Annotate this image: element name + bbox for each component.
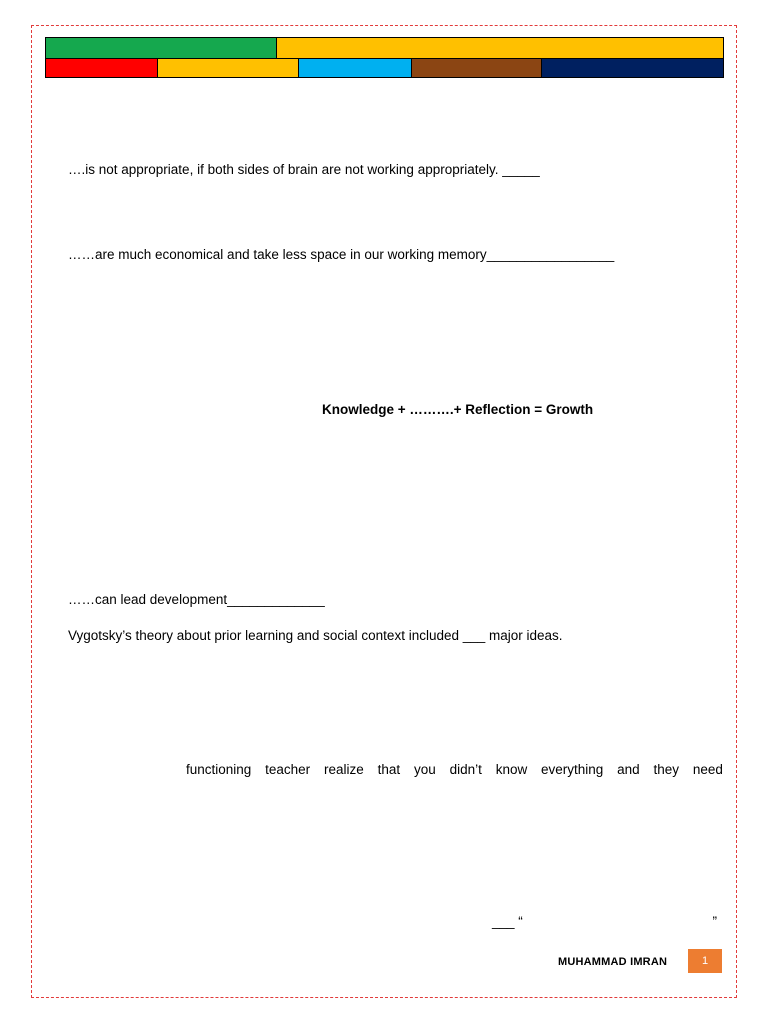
growth-formula: Knowledge + ……….+ Reflection = Growth bbox=[322, 402, 594, 417]
word: everything bbox=[541, 762, 604, 777]
header-bar-segment-brown bbox=[412, 59, 542, 78]
header-bar-segment-yellow bbox=[277, 37, 724, 59]
question-line-1: ….is not appropriate, if both sides of brain are not working appropriately. _____ bbox=[68, 162, 540, 177]
word: functioning bbox=[186, 762, 252, 777]
word: you bbox=[413, 762, 436, 777]
header-color-bar-top bbox=[45, 37, 724, 59]
question-line-2: ……are much economical and take less space in our working memory_________________ bbox=[68, 247, 615, 262]
word: they bbox=[653, 762, 680, 777]
question-line-4: Vygotsky’s theory about prior learning and social context included ___ major ideas. bbox=[68, 628, 563, 643]
header-bar-segment-green bbox=[45, 37, 277, 59]
word: didn’t bbox=[449, 762, 482, 777]
word: teacher bbox=[265, 762, 311, 777]
word: and bbox=[617, 762, 640, 777]
question-line-3: ……can lead development_____________ bbox=[68, 592, 325, 607]
page-number-badge: 1 bbox=[688, 949, 722, 973]
word: realize bbox=[324, 762, 364, 777]
footer-author: MUHAMMAD IMRAN bbox=[558, 956, 668, 968]
header-bar-segment-red bbox=[45, 59, 158, 78]
header-bar-segment-yellow bbox=[158, 59, 299, 78]
header-color-bar-bottom bbox=[45, 59, 724, 78]
question-line-5 bbox=[186, 762, 723, 778]
quote-close: ” bbox=[712, 914, 717, 929]
header-bar-segment-blue bbox=[299, 59, 412, 78]
quote-line bbox=[492, 914, 717, 930]
quote-open: ___ “ bbox=[492, 914, 523, 929]
word: that bbox=[377, 762, 401, 777]
word: know bbox=[495, 762, 528, 777]
header-bar-segment-navy bbox=[542, 59, 724, 78]
word: need bbox=[692, 762, 723, 777]
